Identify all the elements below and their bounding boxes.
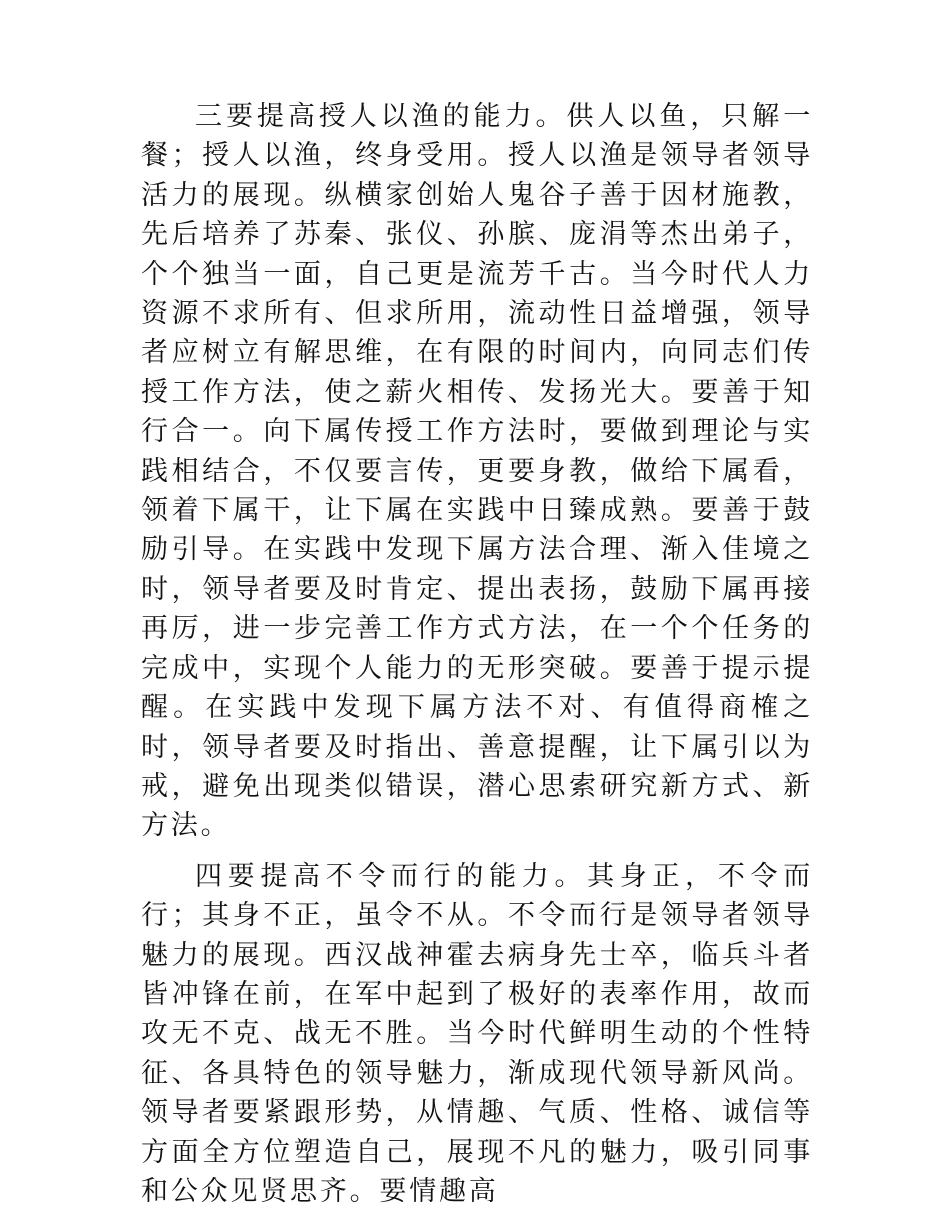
document-body xyxy=(141,97,813,1211)
paragraph-three: 三要提高授人以渔的能力。供人以鱼，只解一餐；授人以渔，终身受用。授人以渔是领导者领导活力的展现。纵横家创始人鬼谷子善于因材施教，先后培养了苏秦、张仪、孙膑、庞涓等杰出弟子，个个独当一面，自己更是流芳千古。当今时代人力资源不求所有、但求所用，流动性日益增强，领导者应树立有解思维，在有限的时间内，向同志们传授工作方法，使之薪火相传、发扬光大。要善于知行合一。向下属传授工作方法时，要做到理论与实践相结合，不仅要言传，更要身教，做给下属看，领着下属干，让下属在实践中日臻成熟。要善于鼓励引导。在实践中发现下属方法合理、渐入佳境之时，领导者要及时肯定、提出表扬，鼓励下属再接再厉，进一步完善工作方式方法，在一个个任务的完成中，实现个人能力的无形突破。要善于提示提醒。在实践中发现下属方法不对、有值得商榷之时，领导者要及时指出、善意提醒，让下属引以为戒，避免出现类似错误，潜心思索研究新方式、新方法。 xyxy=(141,101,813,842)
paragraph-four: 四要提高不令而行的能力。其身正，不令而行；其身不正，虽令不从。不令而行是领导者领导魅力的展现。西汉战神霍去病身先士卒，临兵斗者皆冲锋在前，在军中起到了极好的表率作用，故而攻无不克、战无不胜。当今时代鲜明生动的个性特征、各具特色的领导魅力，渐成现代领导新风尚。领导者要紧跟形势，从情趣、气质、性格、诚信等方面全方位塑造自己，展现不凡的魅力，吸引同事和公众见贤思齐。要情趣高 xyxy=(141,860,813,1207)
